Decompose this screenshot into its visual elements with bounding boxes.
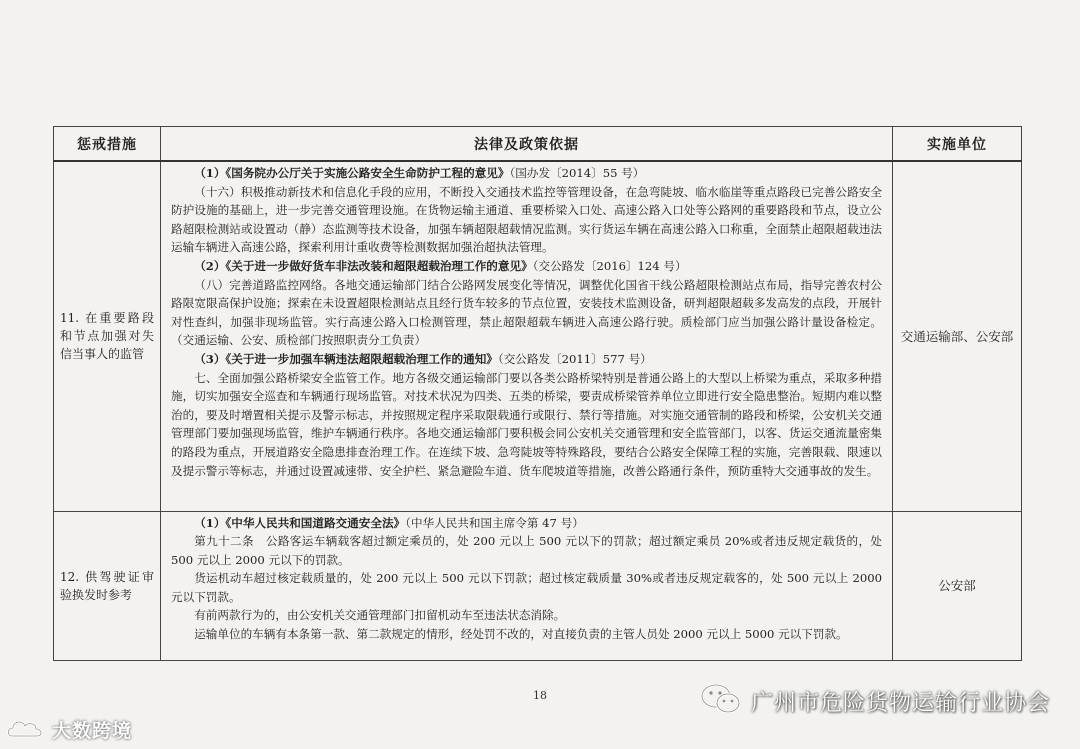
header-unit: 实施单位 <box>893 127 1022 162</box>
unit-cell: 交通运输部、公安部 <box>893 161 1022 511</box>
watermark-right-text: 广州市危险货物运输行业协会 <box>750 690 1050 716</box>
basis-heading-title: （1）《国务院办公厅关于实施公路安全生命防护工程的意见》 <box>194 166 510 180</box>
policy-table <box>53 126 1022 661</box>
basis-paragraph: （八）完善道路监控网络。各地交通运输部门结合公路网发展变化等情况，调整优化国省干线公路超限检测站点布局，指导完善农村公路限宽限高保护设施；探索在未设置超限检测站点且经行货车较多的节点位置，安装技术监测设备，研判超限超载多发高发的点段，开展针对性查纠，加强非现场监管。实行高速公路入口检测管理，禁止超限超载车辆进入高速公路行驶。质检部门应当加强公路计量设备检定。（交通运输、公安、质检部门按照职责分工负责） <box>171 277 882 348</box>
basis-heading-doc-number: （交公路发〔2011〕577 号） <box>497 351 652 366</box>
wechat-icon <box>699 682 743 720</box>
basis-paragraph: （十六）积极推动新技术和信息化手段的应用，不断投入交通技术监控等管理设备，在急弯陡坡、临水临崖等重点路段已完善公路安全防护设施的基础上，进一步完善交通管理设施。在货物运输主通道、重要桥梁入口处、高速公路入口处等公路网的重要路段和节点，设立公路超限检测站或设置动（静）态监测等技术设备，加强车辆超限超载情况监测。实行货运车辆在高速公路入口称重，全面禁止超限超载违法运输车辆进入高速公路，探索利用计重收费等检测数据加强治超执法管理。 <box>171 184 882 255</box>
table-row <box>54 511 1022 661</box>
basis-heading <box>171 257 882 276</box>
cloud-logo-icon <box>6 714 46 744</box>
basis-heading-doc-number: （中华人民共和国主席令第 47 号） <box>405 515 584 530</box>
basis-heading-title: （1）《中华人民共和国道路交通安全法》 <box>194 515 406 530</box>
basis-heading-title: （2）《关于进一步做好货车非法改装和超限超载治理工作的意见》 <box>194 258 533 273</box>
unit-cell: 公安部 <box>893 511 1022 661</box>
watermark-left <box>6 712 132 746</box>
basis-cell <box>161 161 893 511</box>
basis-paragraph: 第九十二条 公路客运车辆载客超过额定乘员的，处 200 元以上 500 元以下的罚款；超过额定乘员 20%或者违反规定载货的，处 500 元以上 2000 元以下的罚款。 <box>171 534 882 567</box>
basis-heading <box>171 350 882 369</box>
basis-paragraph: 七、全面加强公路桥梁安全监管工作。地方各级交通运输部门要以各类公路桥梁特别是普通公路上的大型以上桥梁为重点，采取多种措施，切实加强安全巡查和车辆通行现场监管。对技术状况为四类、五类的桥梁，要责成桥梁管养单位立即进行安全隐患整治。短期内难以整治的，要及时增置相关提示及警示标志，并按照规定程序采取限载通行或限行、禁行等措施。对实施交通管制的路段和桥梁，公安机关交通管理部门要加强现场监管，维护车辆通行秩序。各地交通运输部门要积极会同公安机关交通管理和安全监管部门，以客、货运交通流量密集的路段为重点，开展道路安全隐患排查治理工作。在连续下坡、急弯陡坡等特殊路段，要结合公路安全保障工程的实施，完善限载、限速以及提示警示等标志，并通过设置减速带、安全护栏、紧急避险车道、货车爬坡道等措施，改善公路通行条件，预防重特大交通事故的发生。 <box>171 370 882 478</box>
header-measure: 惩戒措施 <box>54 127 161 162</box>
header-basis: 法律及政策依据 <box>161 127 893 162</box>
basis-heading-doc-number: （交公路发〔2016〕124 号） <box>532 258 687 273</box>
watermark-left-text: 大数跨境 <box>52 719 133 742</box>
page-number: 18 <box>533 689 547 702</box>
basis-paragraph: 有前两款行为的，由公安机关交通管理部门扣留机动车至违法状态消除。 <box>194 608 566 623</box>
basis-heading <box>171 164 882 183</box>
basis-heading <box>171 514 882 533</box>
watermark-right <box>699 683 1050 719</box>
basis-paragraph: 运输单位的车辆有本条第一款、第二款规定的情形，经处罚不改的，对直接负责的主管人员处 2000 元以上 5000 元以下罚款。 <box>194 627 848 642</box>
basis-heading-doc-number: （国办发〔2014〕55 号） <box>509 166 645 180</box>
basis-paragraph: 货运机动车超过核定载质量的，处 200 元以上 500 元以下罚款；超过核定载质量 30%或者违反规定载客的，处 500 元以上 2000 元以下罚款。 <box>171 571 882 604</box>
basis-heading-title: （3）《关于进一步加强车辆违法超限超载治理工作的通知》 <box>194 351 498 366</box>
measure-cell: 11. 在重要路段和节点加强对失信当事人的监管 <box>54 161 161 511</box>
measure-cell: 12. 供驾驶证审验换发时参考 <box>54 511 161 661</box>
table-header-row <box>54 127 1022 162</box>
basis-cell <box>161 511 893 661</box>
table-row <box>54 161 1022 511</box>
